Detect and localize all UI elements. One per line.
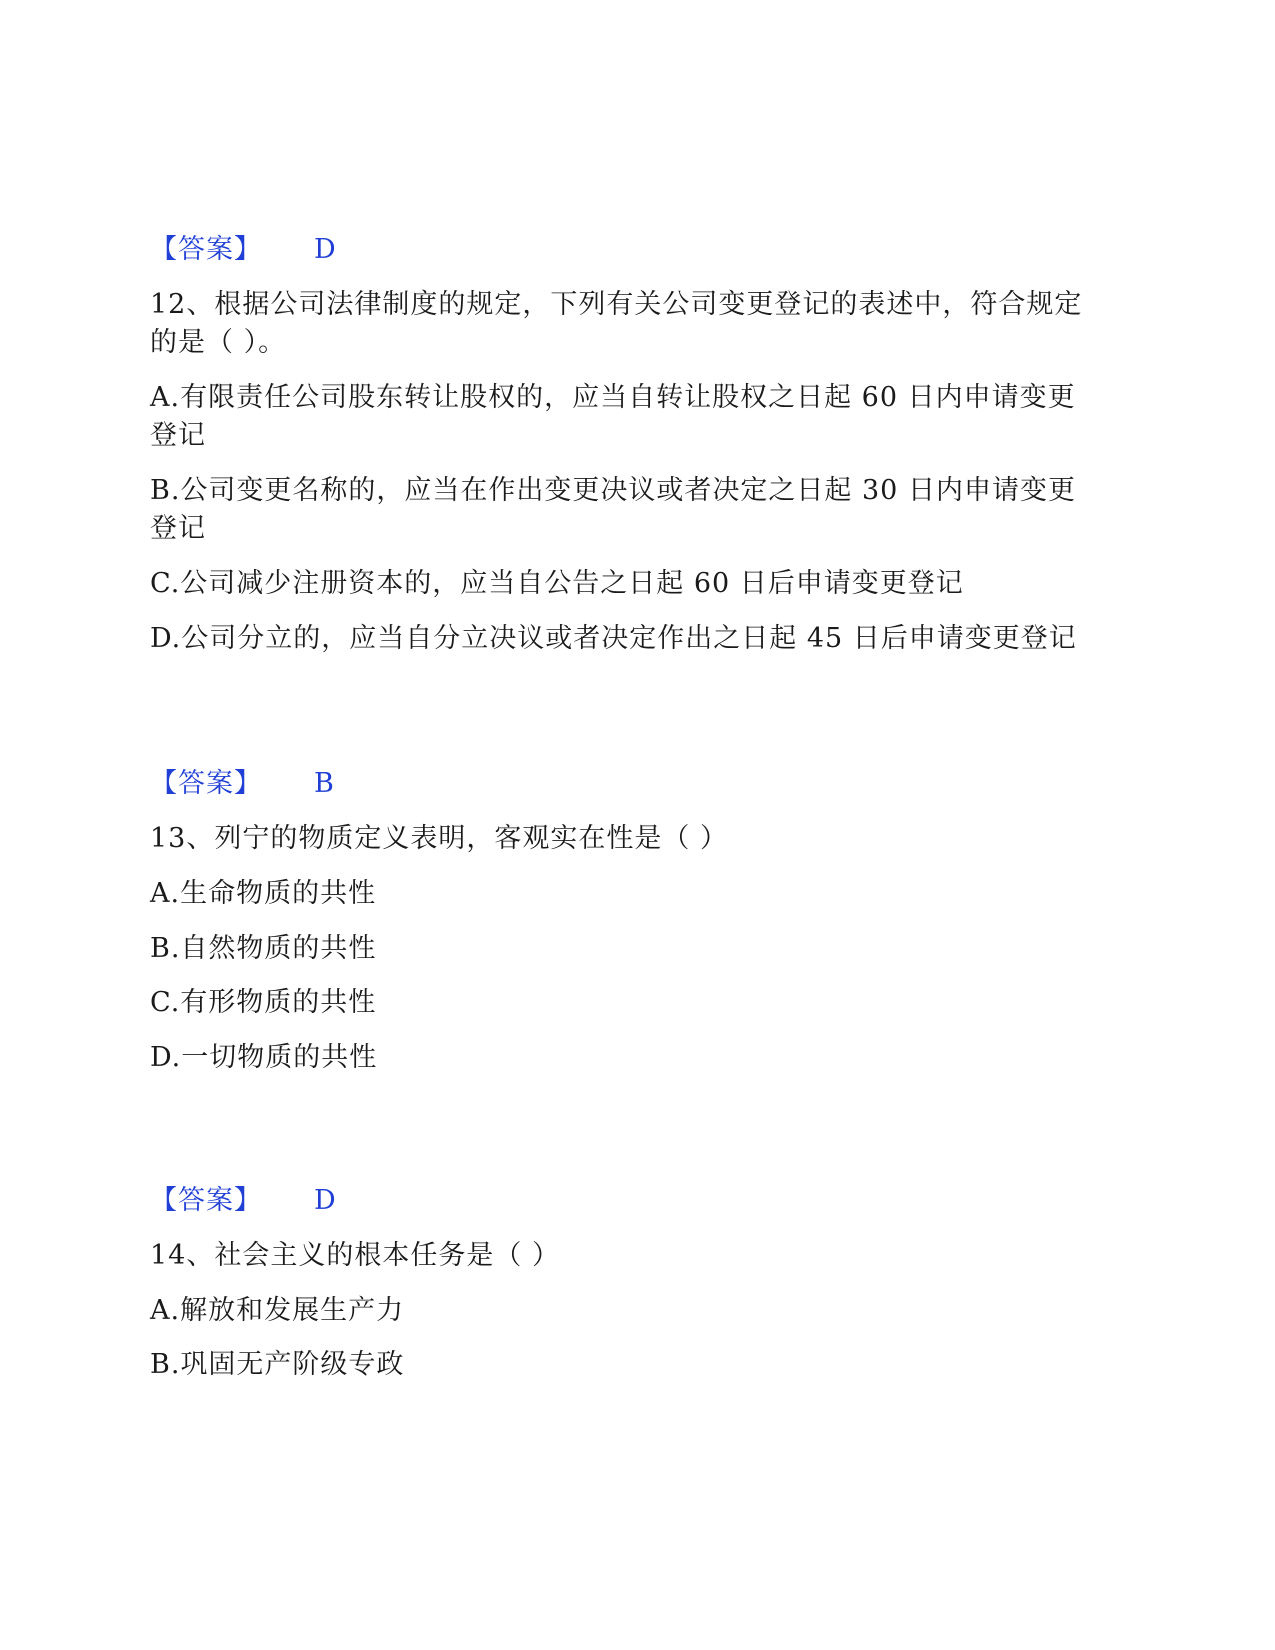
answer-line-q13: [150, 1183, 337, 1219]
q12-option-b-line-1: B.公司变更名称的，应当在作出变更决议或者决定之日起 30 日内申请变更: [150, 475, 1076, 506]
q13-option-c: C.有形物质的共性: [150, 987, 377, 1018]
answer-label: 【答案】: [150, 234, 262, 265]
q13-option-d: D.一切物质的共性: [150, 1042, 378, 1073]
answer-label: 【答案】: [150, 1185, 262, 1216]
q13-option-b: B.自然物质的共性: [150, 933, 377, 964]
question-13: 13、列宁的物质定义表明，客观实在性是（ ）: [150, 823, 728, 854]
q14-option-b: B.巩固无产阶级专政: [150, 1349, 405, 1380]
q14-option-a: A.解放和发展生产力: [150, 1295, 405, 1326]
q12-option-d: D.公司分立的，应当自分立决议或者决定作出之日起 45 日后申请变更登记: [150, 623, 1077, 654]
answer-value: B: [314, 768, 335, 799]
answer-value: D: [314, 1185, 337, 1216]
question-12-line-1: 12、根据公司法律制度的规定，下列有关公司变更登记的表述中，符合规定: [150, 289, 1083, 320]
question-14: 14、社会主义的根本任务是（ ）: [150, 1240, 560, 1271]
q12-option-a-line-2: 登记: [150, 420, 206, 451]
answer-label: 【答案】: [150, 768, 262, 799]
question-12-line-2: 的是（ ）。: [150, 327, 287, 358]
answer-value: D: [314, 234, 337, 265]
q12-option-c: C.公司减少注册资本的，应当自公告之日起 60 日后申请变更登记: [150, 568, 964, 599]
q12-option-a-line-1: A.有限责任公司股东转让股权的，应当自转让股权之日起 60 日内申请变更: [150, 382, 1076, 413]
q12-option-b-line-2: 登记: [150, 513, 206, 544]
q13-option-a: A.生命物质的共性: [150, 878, 377, 909]
answer-line-q12: [150, 766, 335, 802]
answer-line-q11: [150, 232, 337, 268]
